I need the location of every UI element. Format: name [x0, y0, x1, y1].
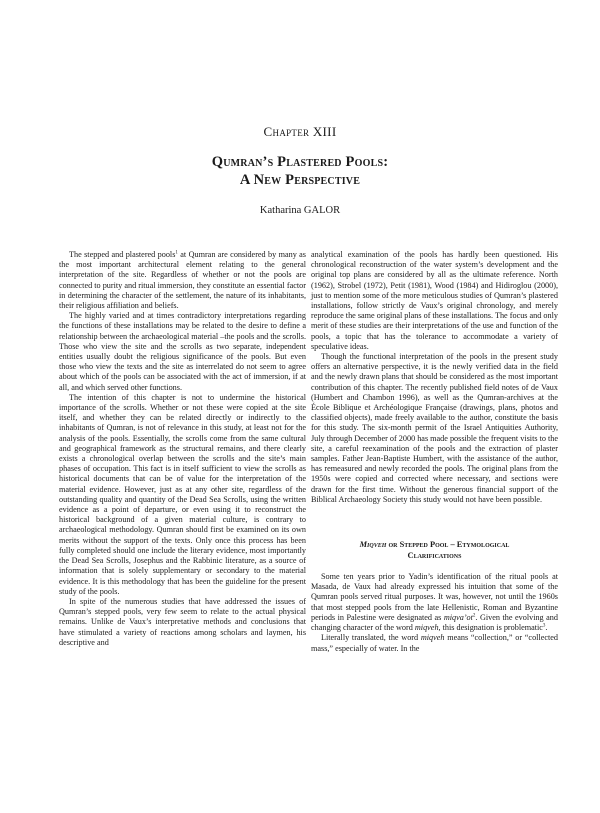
paragraph: Though the functional interpretation of the pools in the present study offers an alternative perspective, it is the newly verified data in the field and the newly drawn plans that should be considered as the most important contribution of this chapter. The recently published field notes of de Vaux (Humbert and Chambon 1996), as well as the Qumran-archives at the École Biblique et Archéologique Française (drawings, plans, photos and classified objects), made freely available to the author, constitute the basis for this study. The six-month permit of the Israel Antiquities Authority, July through December of 2000 has made possible the frequent visits to the site, a careful reexamination of the pools and the extraction of plaster samples. Father Jean-Baptiste Humbert, with the assistance of the author, has remeasured and newly recorded the pools. The original plans from the 1950s were copied and corrected where necessary, and sections were drawn for the first time. Without the generous financial support of the Biblical Archaeology Society this study would not have been possible.: [311, 352, 558, 504]
paragraph: analytical examination of the pools has hardly been questioned. His chronological reconstruction of the water system’s development and the original top plans are considered by all as the ultimate reference. North (1962), Strobel (1972), Petit (1981), Wood (1984) and Hidiroglou (2000), just to mention some of the more meticulous studies of Qumran’s plastered installations, follow strictly de Vaux’s original chronology, and merely reproduce the same original plans of these installations. The focus and only merit of these studies are their interpretations of the use and function of the pools, a topic that has the tolerance to accommodate a variety of speculative ideas.: [311, 250, 558, 351]
footnote-marker: 3: [542, 623, 546, 629]
paragraph: [59, 250, 306, 311]
paragraph: [311, 572, 558, 633]
section-heading-italic: Miqveh: [359, 540, 387, 550]
chapter-title-line1: Qumran’s Plastered Pools:: [211, 154, 389, 170]
author-name: Katharina GALOR: [259, 205, 341, 216]
right-column: [311, 250, 558, 654]
paragraph-text: Some ten years prior to Yadin’s identification of the ritual pools at Masada, de Vaux had already expressed his intuition that some of the Qumran pools served ritual purposes. It was, however, not until the 1960s that most stepped pools from the late Hellenistic, Roman and Byzantine periods in Palestine were designated as: [311, 572, 558, 622]
footnote-marker: 1: [175, 250, 178, 256]
chapter-title-line2: A New Perspective: [239, 172, 361, 188]
paragraph-text: this designation is problematic: [440, 623, 543, 633]
chapter-number: Chapter XIII: [263, 124, 337, 139]
paragraph-text: Literally translated, the word: [321, 633, 421, 643]
paragraph: In spite of the numerous studies that have addressed the issues of Qumran’s stepped pools, very few seem to relate to the actual physical remains. Unlike de Vaux’s interpretative methods and conclusions that have stimulated a variety of reactions among scholars and laymen, his descriptive and: [59, 596, 306, 647]
paragraph: The highly varied and at times contradictory interpretations regarding the functions of these installations may be related to the desire to define a relationship between the archaeological material –the pools and the scrolls. Those who view the site and the scrolls as two separate, independent entities usually doubt the religious significance of the pools. But even those who view the texts and the site as interrelated do not seem to agree about which of the pools can be associated with the act of immersion, if at all, and which served other functions.: [59, 311, 306, 392]
italic-term: miqva’ot: [443, 612, 473, 622]
section-spacer: [311, 561, 558, 572]
footnote-marker: 2: [472, 613, 476, 619]
paragraph-text: . Given the evolving and changing character of the word: [311, 612, 558, 633]
italic-term: miqveh: [420, 633, 445, 643]
section-heading-line2: Clarifications: [407, 551, 462, 561]
paragraph-text: .: [545, 623, 548, 633]
paragraph-text: The stepped and plastered pools: [69, 250, 176, 259]
left-column: [59, 250, 306, 648]
paragraph-text: means “collection,” or “collected mass,” especially of water. In the: [311, 633, 558, 653]
section-heading-text: or Stepped Pool – Etymological: [386, 540, 510, 550]
italic-term: miqveh,: [414, 623, 441, 633]
paragraph: [311, 633, 558, 653]
paragraph: The intention of this chapter is not to undermine the historical importance of the scrolls. Whether or not these were copied at the site itself, and whether they can be related directly or indirectly to the inhabitants of Qumran, is not of relevance in this study, at least not for the analysis of the pools. Essentially, the scrolls come from the same cultural and geographical framework as the structural remains, and there clearly exists a chronological overlap between the scrolls and the site’s main phases of occupation. This fact is in itself sufficient to view the scrolls as historical documents that can be of value for the interpretation of the material evidence. However, just as at any other site, regardless of the outstanding quality and quantity of the Dead Sea Scrolls, using the written evidence as a point of departure, or even using it to reconstruct the historical background of a given material culture, is contrary to archaeological methodology. Qumran should first be examined on its own merits without the support of the texts. Only once this process has been fully completed should one include the literary evidence, most importantly the Dead Sea Scrolls, Josephus and the Rabbinic literature, as a source of information that is solely supplementary or secondary to the material evidence. It is this methodology that has been the guideline for the present study of the pools.: [59, 392, 306, 596]
section-heading: [311, 539, 558, 550]
section-spacer: [311, 505, 558, 539]
paragraph-text: at Qumran are considered by many as the most important architectural element relating to the general interpretation of the site. Regardless of whether or not the pools are connected to purity and ritual immersion, they constitute an essential factor in determining the character of the settlement, the nature of its inhabitants, their religious affiliation and beliefs.: [59, 250, 306, 311]
